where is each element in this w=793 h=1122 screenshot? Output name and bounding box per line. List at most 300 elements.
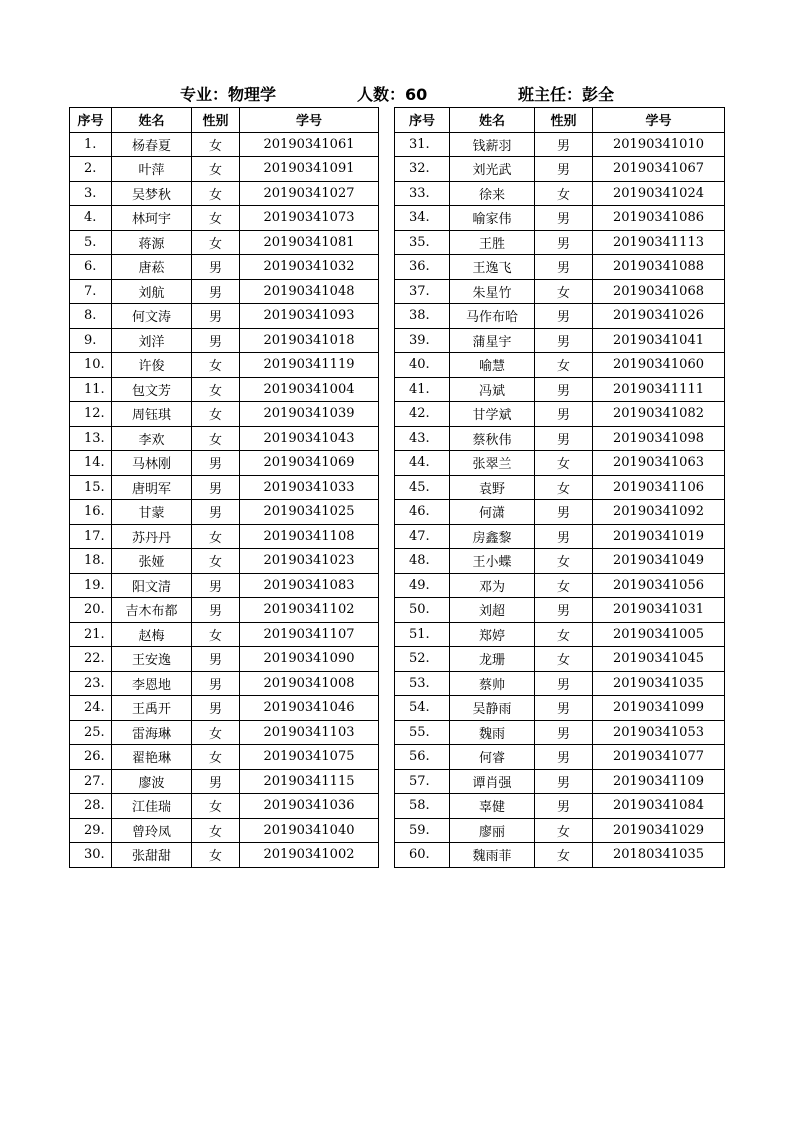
roster-header — [0, 80, 793, 104]
table-row — [70, 818, 379, 843]
table-row — [70, 794, 379, 819]
name-cell: 刘超 — [450, 598, 535, 623]
name-cell: 蔡帅 — [450, 671, 535, 696]
name-cell: 朱星竹 — [450, 279, 535, 304]
table-row — [395, 328, 725, 353]
name-cell: 刘洋 — [112, 328, 192, 353]
student-id-cell: 20190341005 — [593, 622, 725, 647]
seq-cell: 34. — [395, 206, 450, 231]
seq-cell: 51. — [395, 622, 450, 647]
table-row — [395, 622, 725, 647]
student-id-cell: 20190341075 — [240, 745, 379, 770]
student-id-cell: 20190341024 — [593, 181, 725, 206]
name-cell: 马林刚 — [112, 451, 192, 476]
name-cell: 蒋源 — [112, 230, 192, 255]
gender-cell: 男 — [192, 451, 240, 476]
student-id-cell: 20190341036 — [240, 794, 379, 819]
name-cell: 张娅 — [112, 549, 192, 574]
student-id-cell: 20190341056 — [593, 573, 725, 598]
table-row — [70, 475, 379, 500]
student-id-cell: 20190341041 — [593, 328, 725, 353]
student-id-cell: 20190341025 — [240, 500, 379, 525]
column-header-gender: 性别 — [535, 108, 593, 133]
seq-cell: 47. — [395, 524, 450, 549]
roster-body-left — [70, 132, 379, 867]
seq-cell: 20. — [70, 598, 112, 623]
name-cell: 甘蒙 — [112, 500, 192, 525]
column-header-gender: 性别 — [192, 108, 240, 133]
name-cell: 钱薪羽 — [450, 132, 535, 157]
student-id-cell: 20190341103 — [240, 720, 379, 745]
seq-cell: 26. — [70, 745, 112, 770]
seq-cell: 42. — [395, 402, 450, 427]
student-id-cell: 20190341045 — [593, 647, 725, 672]
seq-cell: 5. — [70, 230, 112, 255]
table-row — [70, 181, 379, 206]
seq-cell: 11. — [70, 377, 112, 402]
table-row — [395, 769, 725, 794]
student-id-cell: 20190341090 — [240, 647, 379, 672]
seq-cell: 56. — [395, 745, 450, 770]
table-row — [70, 157, 379, 182]
gender-cell: 女 — [535, 181, 593, 206]
name-cell: 王小蝶 — [450, 549, 535, 574]
table-row — [395, 573, 725, 598]
name-cell: 徐来 — [450, 181, 535, 206]
seq-cell: 57. — [395, 769, 450, 794]
student-id-cell: 20190341107 — [240, 622, 379, 647]
seq-cell: 58. — [395, 794, 450, 819]
gender-cell: 男 — [192, 598, 240, 623]
name-cell: 吴梦秋 — [112, 181, 192, 206]
column-header-name: 姓名 — [112, 108, 192, 133]
seq-cell: 25. — [70, 720, 112, 745]
table-row — [70, 500, 379, 525]
name-cell: 吉木布都 — [112, 598, 192, 623]
student-id-cell: 20190341067 — [593, 157, 725, 182]
gender-cell: 男 — [535, 304, 593, 329]
table-row — [70, 304, 379, 329]
name-cell: 翟艳琳 — [112, 745, 192, 770]
name-cell: 何潇 — [450, 500, 535, 525]
student-id-cell: 20190341049 — [593, 549, 725, 574]
seq-cell: 13. — [70, 426, 112, 451]
seq-cell: 33. — [395, 181, 450, 206]
seq-cell: 54. — [395, 696, 450, 721]
seq-cell: 16. — [70, 500, 112, 525]
gender-cell: 女 — [192, 377, 240, 402]
table-row — [70, 279, 379, 304]
table-row — [395, 451, 725, 476]
roster-table-right — [394, 107, 725, 868]
name-cell: 蔡秋伟 — [450, 426, 535, 451]
gender-cell: 男 — [535, 794, 593, 819]
student-id-cell: 20190341061 — [240, 132, 379, 157]
name-cell: 王安逸 — [112, 647, 192, 672]
seq-cell: 15. — [70, 475, 112, 500]
gender-cell: 女 — [192, 622, 240, 647]
table-row — [395, 475, 725, 500]
name-cell: 喻慧 — [450, 353, 535, 378]
gender-cell: 女 — [535, 475, 593, 500]
name-cell: 袁野 — [450, 475, 535, 500]
name-cell: 冯斌 — [450, 377, 535, 402]
table-row — [395, 377, 725, 402]
student-id-cell: 20190341039 — [240, 402, 379, 427]
gender-cell: 女 — [192, 745, 240, 770]
table-row — [395, 402, 725, 427]
gender-cell: 男 — [192, 696, 240, 721]
seq-cell: 30. — [70, 843, 112, 868]
student-id-cell: 20190341060 — [593, 353, 725, 378]
name-cell: 苏丹丹 — [112, 524, 192, 549]
student-id-cell: 20190341004 — [240, 377, 379, 402]
table-row — [70, 206, 379, 231]
major-label: 专业：物理学 — [180, 85, 277, 104]
table-row — [70, 622, 379, 647]
student-id-cell: 20190341113 — [593, 230, 725, 255]
seq-cell: 17. — [70, 524, 112, 549]
name-cell: 杨春夏 — [112, 132, 192, 157]
table-row — [395, 671, 725, 696]
student-id-cell: 20190341084 — [593, 794, 725, 819]
seq-cell: 1. — [70, 132, 112, 157]
name-cell: 龙珊 — [450, 647, 535, 672]
gender-cell: 女 — [192, 132, 240, 157]
gender-cell: 女 — [192, 818, 240, 843]
gender-cell: 女 — [192, 402, 240, 427]
name-cell: 何文涛 — [112, 304, 192, 329]
name-cell: 廖波 — [112, 769, 192, 794]
student-id-cell: 20190341077 — [593, 745, 725, 770]
gender-cell: 男 — [192, 328, 240, 353]
table-row — [70, 843, 379, 868]
student-id-cell: 20190341046 — [240, 696, 379, 721]
student-id-cell: 20190341053 — [593, 720, 725, 745]
gender-cell: 男 — [535, 230, 593, 255]
name-cell: 李欢 — [112, 426, 192, 451]
gender-cell: 女 — [535, 549, 593, 574]
seq-cell: 14. — [70, 451, 112, 476]
gender-cell: 女 — [535, 353, 593, 378]
table-row — [395, 745, 725, 770]
table-row — [70, 353, 379, 378]
name-cell: 雷海琳 — [112, 720, 192, 745]
gender-cell: 女 — [535, 573, 593, 598]
student-id-cell: 20190341093 — [240, 304, 379, 329]
table-row — [395, 279, 725, 304]
seq-cell: 59. — [395, 818, 450, 843]
seq-cell: 18. — [70, 549, 112, 574]
table-row — [70, 230, 379, 255]
student-id-cell: 20190341081 — [240, 230, 379, 255]
gender-cell: 男 — [535, 696, 593, 721]
gender-cell: 男 — [535, 402, 593, 427]
name-cell: 魏雨 — [450, 720, 535, 745]
gender-cell: 男 — [535, 328, 593, 353]
name-cell: 魏雨菲 — [450, 843, 535, 868]
table-header-row — [395, 108, 725, 133]
gender-cell: 男 — [535, 745, 593, 770]
student-id-cell: 20190341102 — [240, 598, 379, 623]
gender-cell: 女 — [535, 451, 593, 476]
student-id-cell: 20190341068 — [593, 279, 725, 304]
column-header-student-id: 学号 — [240, 108, 379, 133]
table-row — [70, 328, 379, 353]
student-id-cell: 20190341109 — [593, 769, 725, 794]
table-row — [70, 598, 379, 623]
name-cell: 吴静雨 — [450, 696, 535, 721]
name-cell: 辜健 — [450, 794, 535, 819]
table-row — [395, 524, 725, 549]
student-id-cell: 20190341031 — [593, 598, 725, 623]
name-cell: 甘学斌 — [450, 402, 535, 427]
table-row — [395, 255, 725, 280]
student-id-cell: 20190341063 — [593, 451, 725, 476]
seq-cell: 49. — [395, 573, 450, 598]
table-row — [395, 794, 725, 819]
gender-cell: 女 — [192, 206, 240, 231]
name-cell: 房鑫黎 — [450, 524, 535, 549]
gender-cell: 男 — [192, 671, 240, 696]
table-row — [70, 451, 379, 476]
student-id-cell: 20190341010 — [593, 132, 725, 157]
name-cell: 王逸飞 — [450, 255, 535, 280]
student-id-cell: 20190341108 — [240, 524, 379, 549]
name-cell: 谭肖强 — [450, 769, 535, 794]
name-cell: 喻家伟 — [450, 206, 535, 231]
seq-cell: 38. — [395, 304, 450, 329]
seq-cell: 21. — [70, 622, 112, 647]
name-cell: 赵梅 — [112, 622, 192, 647]
gender-cell: 男 — [192, 304, 240, 329]
seq-cell: 4. — [70, 206, 112, 231]
gender-cell: 男 — [535, 377, 593, 402]
table-row — [70, 255, 379, 280]
seq-cell: 45. — [395, 475, 450, 500]
table-header-row — [70, 108, 379, 133]
name-cell: 包文芳 — [112, 377, 192, 402]
table-row — [395, 304, 725, 329]
seq-cell: 35. — [395, 230, 450, 255]
gender-cell: 男 — [192, 573, 240, 598]
name-cell: 唐明军 — [112, 475, 192, 500]
seq-cell: 46. — [395, 500, 450, 525]
name-cell: 郑婷 — [450, 622, 535, 647]
student-id-cell: 20190341099 — [593, 696, 725, 721]
student-id-cell: 20190341092 — [593, 500, 725, 525]
student-id-cell: 20190341091 — [240, 157, 379, 182]
name-cell: 周钰琪 — [112, 402, 192, 427]
seq-cell: 53. — [395, 671, 450, 696]
seq-cell: 55. — [395, 720, 450, 745]
seq-cell: 31. — [395, 132, 450, 157]
table-row — [395, 500, 725, 525]
table-row — [395, 720, 725, 745]
gender-cell: 女 — [535, 279, 593, 304]
name-cell: 刘光武 — [450, 157, 535, 182]
student-id-cell: 20190341027 — [240, 181, 379, 206]
seq-cell: 40. — [395, 353, 450, 378]
table-row — [395, 230, 725, 255]
head-teacher-label: 班主任：彭全 — [518, 85, 615, 104]
student-id-cell: 20190341069 — [240, 451, 379, 476]
table-row — [395, 426, 725, 451]
student-id-cell: 20190341026 — [593, 304, 725, 329]
student-id-cell: 20190341018 — [240, 328, 379, 353]
name-cell: 马作布哈 — [450, 304, 535, 329]
gender-cell: 女 — [535, 622, 593, 647]
gender-cell: 男 — [192, 769, 240, 794]
gender-cell: 男 — [535, 157, 593, 182]
table-row — [395, 181, 725, 206]
student-id-cell: 20190341111 — [593, 377, 725, 402]
seq-cell: 43. — [395, 426, 450, 451]
gender-cell: 男 — [535, 132, 593, 157]
student-id-cell: 20190341082 — [593, 402, 725, 427]
column-header-student-id: 学号 — [593, 108, 725, 133]
column-header-name: 姓名 — [450, 108, 535, 133]
table-row — [395, 647, 725, 672]
table-row — [395, 157, 725, 182]
seq-cell: 23. — [70, 671, 112, 696]
student-id-cell: 20190341048 — [240, 279, 379, 304]
gender-cell: 女 — [192, 181, 240, 206]
gender-cell: 女 — [192, 794, 240, 819]
name-cell: 张翠兰 — [450, 451, 535, 476]
student-id-cell: 20180341035 — [593, 843, 725, 868]
name-cell: 何睿 — [450, 745, 535, 770]
student-id-cell: 20190341043 — [240, 426, 379, 451]
gender-cell: 女 — [192, 720, 240, 745]
name-cell: 叶萍 — [112, 157, 192, 182]
student-id-cell: 20190341119 — [240, 353, 379, 378]
student-id-cell: 20190341035 — [593, 671, 725, 696]
seq-cell: 9. — [70, 328, 112, 353]
student-id-cell: 20190341086 — [593, 206, 725, 231]
gender-cell: 男 — [535, 598, 593, 623]
seq-cell: 10. — [70, 353, 112, 378]
gender-cell: 男 — [192, 279, 240, 304]
table-row — [70, 745, 379, 770]
student-id-cell: 20190341002 — [240, 843, 379, 868]
name-cell: 阳文清 — [112, 573, 192, 598]
gender-cell: 男 — [535, 206, 593, 231]
gender-cell: 女 — [192, 524, 240, 549]
gender-cell: 男 — [192, 475, 240, 500]
seq-cell: 41. — [395, 377, 450, 402]
student-id-cell: 20190341040 — [240, 818, 379, 843]
seq-cell: 6. — [70, 255, 112, 280]
column-header-seq: 序号 — [395, 108, 450, 133]
seq-cell: 24. — [70, 696, 112, 721]
name-cell: 王胜 — [450, 230, 535, 255]
table-row — [70, 671, 379, 696]
student-id-cell: 20190341083 — [240, 573, 379, 598]
student-id-cell: 20190341098 — [593, 426, 725, 451]
seq-cell: 8. — [70, 304, 112, 329]
seq-cell: 39. — [395, 328, 450, 353]
table-row — [395, 549, 725, 574]
seq-cell: 29. — [70, 818, 112, 843]
gender-cell: 女 — [535, 818, 593, 843]
seq-cell: 22. — [70, 647, 112, 672]
student-id-cell: 20190341029 — [593, 818, 725, 843]
table-row — [70, 132, 379, 157]
gender-cell: 女 — [192, 157, 240, 182]
table-row — [395, 598, 725, 623]
seq-cell: 52. — [395, 647, 450, 672]
gender-cell: 男 — [535, 255, 593, 280]
student-id-cell: 20190341115 — [240, 769, 379, 794]
gender-cell: 女 — [535, 843, 593, 868]
gender-cell: 男 — [192, 255, 240, 280]
gender-cell: 女 — [192, 843, 240, 868]
student-id-cell: 20190341019 — [593, 524, 725, 549]
seq-cell: 19. — [70, 573, 112, 598]
student-id-cell: 20190341033 — [240, 475, 379, 500]
gender-cell: 男 — [535, 671, 593, 696]
name-cell: 李恩地 — [112, 671, 192, 696]
gender-cell: 女 — [192, 426, 240, 451]
table-row — [70, 402, 379, 427]
table-row — [395, 132, 725, 157]
table-row — [70, 573, 379, 598]
name-cell: 刘航 — [112, 279, 192, 304]
table-row — [395, 206, 725, 231]
table-row — [70, 524, 379, 549]
table-row — [395, 696, 725, 721]
gender-cell: 男 — [192, 647, 240, 672]
seq-cell: 32. — [395, 157, 450, 182]
student-id-cell: 20190341088 — [593, 255, 725, 280]
seq-cell: 60. — [395, 843, 450, 868]
column-header-seq: 序号 — [70, 108, 112, 133]
seq-cell: 50. — [395, 598, 450, 623]
table-row — [395, 843, 725, 868]
student-id-cell: 20190341032 — [240, 255, 379, 280]
name-cell: 廖丽 — [450, 818, 535, 843]
gender-cell: 女 — [192, 549, 240, 574]
student-count-label: 人数：60 — [357, 85, 428, 104]
seq-cell: 28. — [70, 794, 112, 819]
gender-cell: 女 — [535, 647, 593, 672]
seq-cell: 2. — [70, 157, 112, 182]
gender-cell: 女 — [192, 353, 240, 378]
student-id-cell: 20190341106 — [593, 475, 725, 500]
table-row — [70, 769, 379, 794]
seq-cell: 48. — [395, 549, 450, 574]
name-cell: 张甜甜 — [112, 843, 192, 868]
seq-cell: 44. — [395, 451, 450, 476]
table-row — [70, 720, 379, 745]
table-row — [70, 647, 379, 672]
student-id-cell: 20190341073 — [240, 206, 379, 231]
name-cell: 唐菘 — [112, 255, 192, 280]
name-cell: 曾玲凤 — [112, 818, 192, 843]
seq-cell: 37. — [395, 279, 450, 304]
gender-cell: 男 — [535, 500, 593, 525]
gender-cell: 女 — [192, 230, 240, 255]
name-cell: 江佳瑞 — [112, 794, 192, 819]
gender-cell: 男 — [535, 720, 593, 745]
student-id-cell: 20190341023 — [240, 549, 379, 574]
name-cell: 蒲星宇 — [450, 328, 535, 353]
name-cell: 林珂宇 — [112, 206, 192, 231]
roster-body-right — [395, 132, 725, 867]
roster-table-left — [69, 107, 379, 868]
table-row — [70, 377, 379, 402]
